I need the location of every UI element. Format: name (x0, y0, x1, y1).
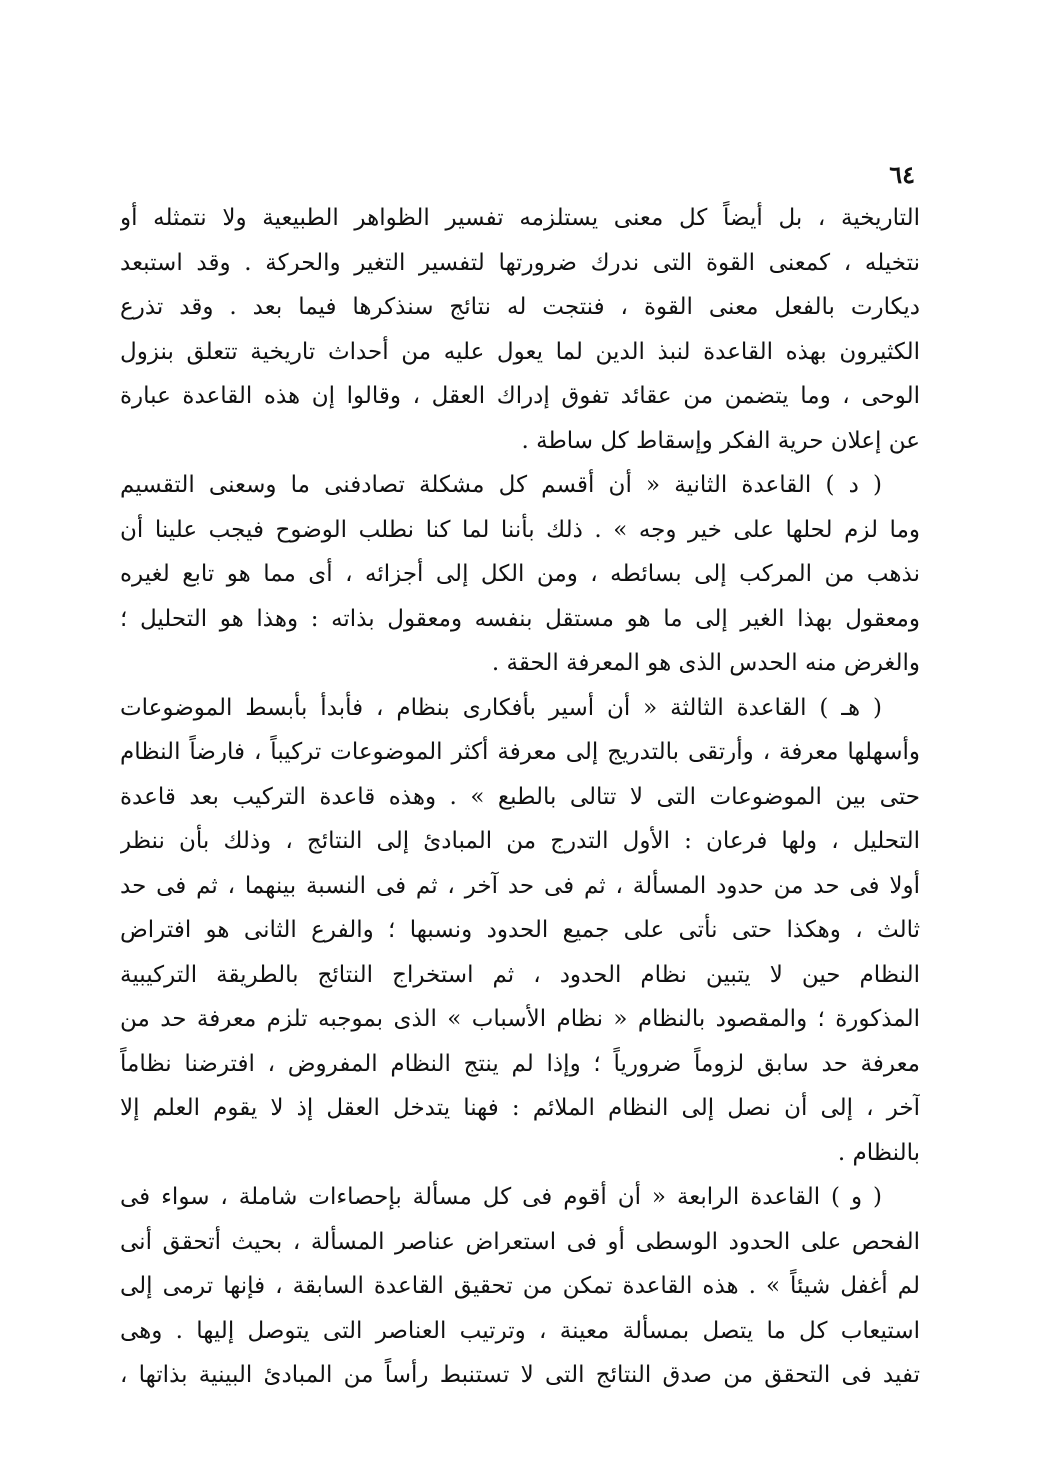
text-line: نذهب من المركب إلى بسائطه ، ومن الكل إلى أجزائه ، أى مما هو تابع لغيره (120, 561, 920, 587)
paragraph-rule-d (120, 463, 920, 686)
paragraph-1 (120, 196, 920, 463)
text-line: معرفة حد سابق لزوماً ضرورياً ؛ وإذا لم ينتج النظام المفروض ، افترضنا نظاماً (120, 1050, 920, 1077)
text-line: لم أغفل شيئاً » . هذه القاعدة تمكن من تحقيق القاعدة السابقة ، فإنها ترمى إلى (120, 1273, 920, 1299)
text-line: ( و ) القاعدة الرابعة « أن أقوم فى كل مسألة بإحصاءات شاملة ، سواء فى (120, 1184, 882, 1210)
text-line: النظام حين لا يتبين نظام الحدود ، ثم استخراج النتائج بالطريقة التركيبية (120, 961, 920, 988)
text-line: والغرض منه الحدس الذى هو المعرفة الحقة . (491, 650, 920, 676)
text-line: عن إعلان حرية الفكر وإسقاط كل ساطة . (521, 427, 920, 454)
text-line: المذكورة ؛ والمقصود بالنظام « نظام الأسباب » الذى بموجبه تلزم معرفة حد من (120, 1006, 920, 1032)
text-line: وأسهلها معرفة ، وأرتقى بالتدريج إلى معرفة أكثر الموضوعات تركيباً ، فارضاً النظام (120, 739, 920, 765)
text-line: حتى بين الموضوعات التى لا تتالى بالطبع » . وهذه قاعدة التركيب بعد قاعدة (120, 783, 920, 810)
text-line: نتخيله ، كمعنى القوة التى ندرك ضرورتها لتفسير التغير والحركة . وقد استبعد (120, 249, 920, 276)
page-number: ٦٤ (889, 160, 915, 189)
text-line: آخر ، إلى أن نصل إلى النظام الملائم : فهنا يتدخل العقل إذ لا يقوم العلم إلا (120, 1095, 920, 1121)
text-line: الوحى ، وما يتضمن من عقائد تفوق إدراك العقل ، وقالوا إن هذه القاعدة عبارة (120, 383, 920, 409)
text-line: ثالث ، وهكذا حتى نأتى على جميع الحدود ونسبها ؛ والفرع الثانى هو افتراض (120, 917, 920, 943)
paragraph-rule-h (120, 686, 920, 1176)
text-line: ( هـ ) القاعدة الثالثة « أن أسير بأفكارى بنظام ، فأبدأ بأبسط الموضوعات (120, 694, 882, 721)
text-line: التاريخية ، بل أيضاً كل معنى يستلزمه تفسير الظواهر الطبيعية ولا نتمثله أو (120, 205, 920, 231)
text-line: الكثيرون بهذه القاعدة لنبذ الدين لما يعول عليه من أحداث تاريخية تتعلق بنزول (120, 338, 920, 365)
text-line: وما لزم لحلها على خير وجه » . ذلك بأننا لما كنا نطلب الوضوح فيجب علينا أن (120, 516, 920, 543)
text-line: ( د ) القاعدة الثانية « أن أقسم كل مشكلة تصادفنى ما وسعنى التقسيم (120, 472, 882, 498)
body-text (120, 196, 920, 1398)
text-line: استيعاب كل ما يتصل بمسألة معينة ، وترتيب العناصر التى يتوصل إليها . وهى (120, 1317, 920, 1344)
text-line: الفحص على الحدود الوسطى أو فى استعراض عناصر المسألة ، بحيث أتحقق أنى (120, 1228, 920, 1255)
text-line: التحليل ، ولها فرعان : الأول التدرج من المبادئ إلى النتائج ، وذلك بأن ننظر (120, 828, 920, 854)
text-line: أولا فى حد من حدود المسألة ، ثم فى حد آخر ، ثم فى النسبة بينهما ، ثم فى حد (120, 872, 920, 899)
text-line: تفيد فى التحقق من صدق النتائج التى لا تستنبط رأساً من المبادئ البينية بذاتها ، (120, 1362, 920, 1388)
paragraph-rule-w (120, 1175, 920, 1398)
text-line: بالنظام . (837, 1139, 920, 1166)
text-line: ومعقول بهذا الغير إلى ما هو مستقل بنفسه ومعقول بذاته : وهذا هو التحليل ؛ (120, 605, 920, 632)
text-line: ديكارت بالفعل معنى القوة ، فنتجت له نتائج سنذكرها فيما بعد . وقد تذرع (120, 294, 920, 320)
